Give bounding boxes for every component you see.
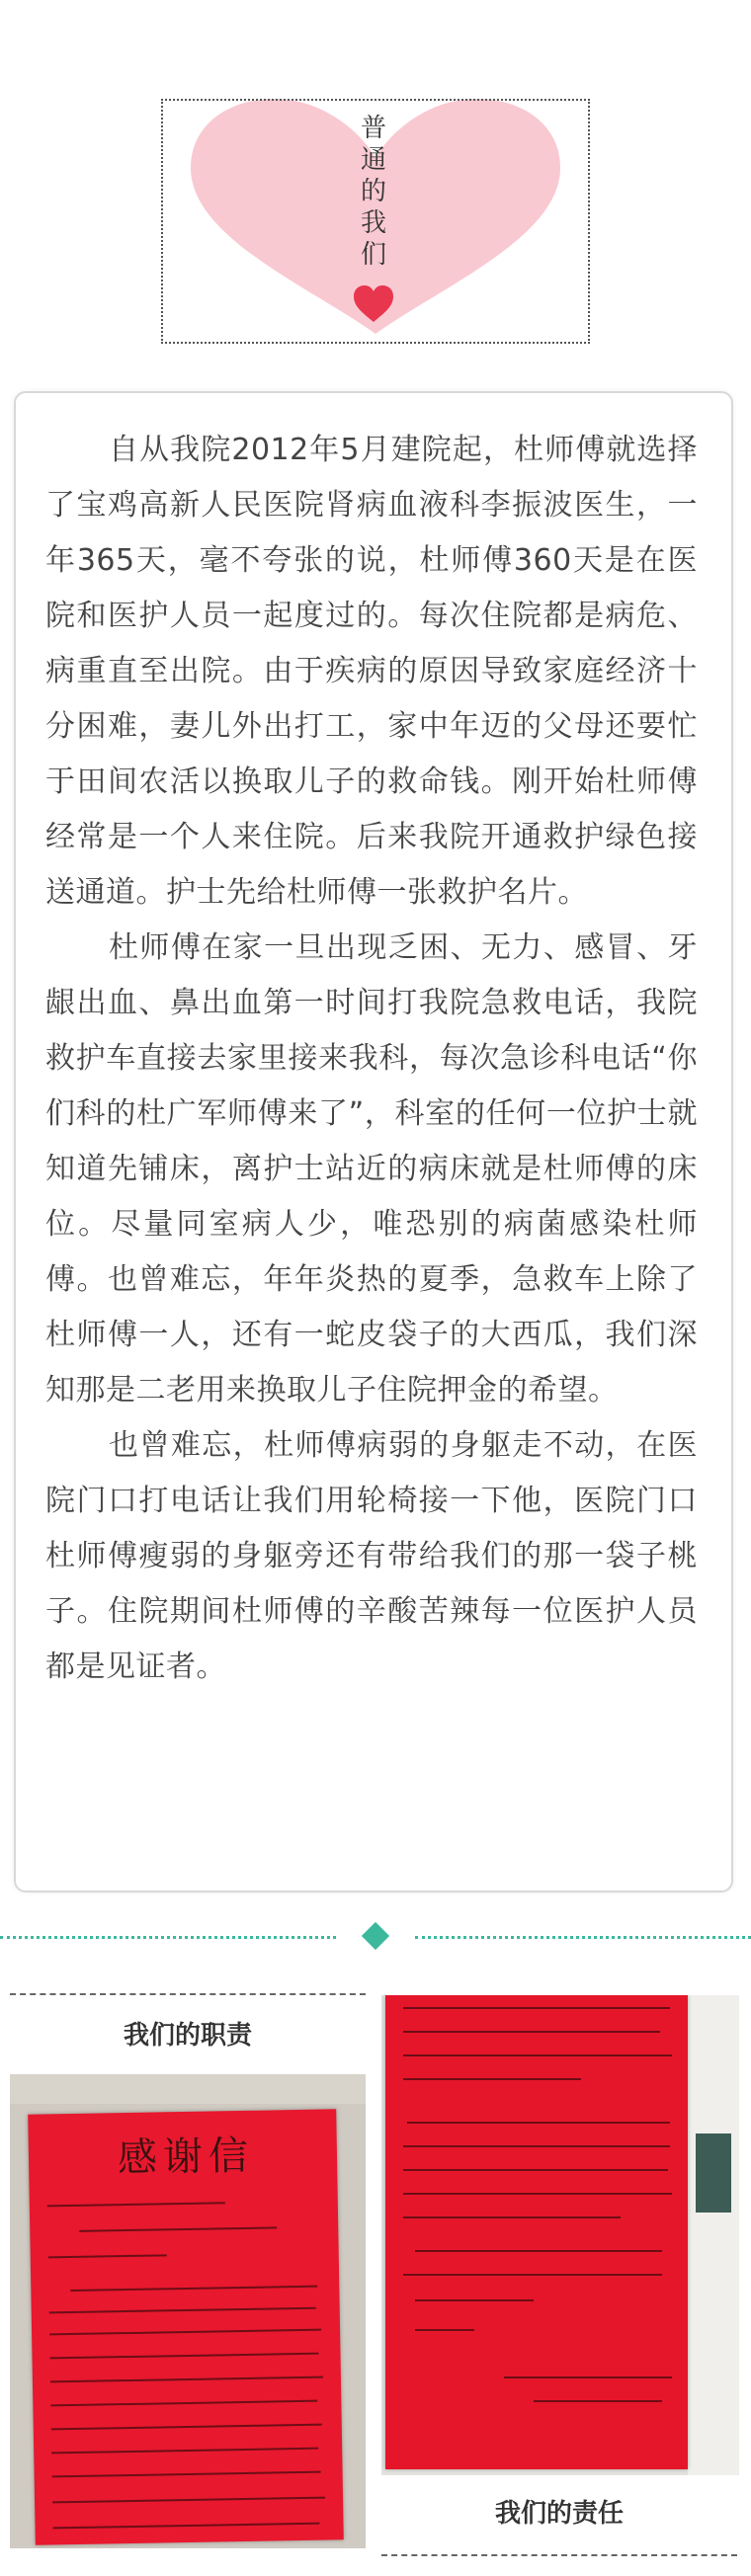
handwriting-line xyxy=(403,2078,581,2080)
handwriting-line xyxy=(52,2471,321,2478)
handwriting-line xyxy=(49,2307,316,2314)
red-letter-paper xyxy=(385,1995,688,2469)
divider-line-right xyxy=(415,1936,751,1939)
diamond-icon xyxy=(362,1922,389,1950)
caption-our-duty: 我们的职责 xyxy=(123,2021,252,2051)
article-paragraph: 杜师傅在家一旦出现乏困、无力、感冒、牙龈出血、鼻出血第一时间打我院急救电话，我院救护车直接去家里接来我科，每次急诊科电话“你们科的杜广军师傅来了”，科室的任何一位护士就知道先铺床，离护士站近的病床就是杜师傅的床位。尽量同室病人少，唯恐别的病菌感染杜师傅。也曾难忘，年年炎热的夏季，急救车上除了杜师傅一人，还有一蛇皮袋子的大西瓜，我们深知那是二老用来换取儿子住院押金的希望。 xyxy=(45,930,698,1408)
handwriting-line xyxy=(403,2007,670,2009)
handwriting-line xyxy=(50,2376,323,2383)
photo-thank-you-letter xyxy=(10,2074,366,2548)
letter-title: 感谢信 xyxy=(117,2133,255,2182)
divider-line-left xyxy=(0,1936,336,1939)
title-char: 通 xyxy=(360,145,386,175)
title-char: 普 xyxy=(360,114,386,143)
handwriting-line xyxy=(415,2250,662,2252)
handwriting-line xyxy=(403,2216,621,2218)
handwriting-line xyxy=(50,2353,319,2360)
handwriting-line xyxy=(415,2299,534,2301)
handwriting-line xyxy=(52,2497,325,2504)
handwriting-line xyxy=(51,2424,322,2431)
handwriting-line xyxy=(79,2226,277,2231)
article-body xyxy=(45,423,698,1695)
handwriting-line xyxy=(403,2274,662,2276)
wall-sign xyxy=(696,2133,731,2213)
handwriting-line xyxy=(50,2400,317,2407)
red-letter-paper xyxy=(28,2109,344,2544)
handwriting-line xyxy=(403,2031,660,2033)
handwriting-line xyxy=(403,2193,672,2195)
caption-our-responsibility: 我们的责任 xyxy=(494,2499,624,2529)
handwriting-line xyxy=(504,2376,672,2378)
dashed-rule xyxy=(381,2554,737,2556)
article-card xyxy=(14,391,733,1892)
handwriting-line xyxy=(415,2329,474,2331)
handwriting-line xyxy=(403,2054,672,2056)
title-char: 我 xyxy=(360,208,386,238)
small-heart-icon xyxy=(352,284,395,324)
handwriting-line xyxy=(407,2122,670,2124)
handwriting-line xyxy=(70,2286,317,2292)
title-char: 们 xyxy=(360,240,386,270)
handwriting-line xyxy=(403,2169,668,2171)
title-char: 的 xyxy=(360,177,386,206)
article-paragraph: 自从我院2012年5月建院起，杜师傅就选择了宝鸡高新人民医院肾病血液科李振波医生，一年365天，毫不夸张的说，杜师傅360天是在医院和医护人员一起度过的。每次住院都是病危、病重直至出院。由于疾病的原因导致家庭经济十分困难，妻儿外出打工，家中年迈的父母还要忙于田间农活以换取儿子的救命钱。刚开始杜师傅经常是一个人来住院。后来我院开通救护绿色接送通道。护士先给杜师傅一张救护名片。 xyxy=(45,433,698,910)
handwriting-line xyxy=(51,2448,318,2455)
photo-letter-continued xyxy=(381,1995,739,2475)
handwriting-line xyxy=(47,2202,225,2207)
dashed-rule xyxy=(10,1993,366,1995)
wall xyxy=(10,2074,366,2104)
handwriting-line xyxy=(48,2254,167,2258)
handwriting-line xyxy=(53,2523,320,2530)
heart-header xyxy=(161,99,590,344)
article-paragraph: 也曾难忘，杜师傅病弱的身躯走不动，在医院门口打电话让我们用轮椅接一下他，医院门口杜师傅瘦弱的身躯旁还有带给我们的那一袋子桃子。住院期间杜师傅的辛酸苦辣每一位医护人员都是见证者。 xyxy=(45,1428,698,1684)
page-title xyxy=(356,113,391,271)
handwriting-line xyxy=(403,2145,670,2147)
wall xyxy=(688,1995,739,2475)
handwriting-line xyxy=(49,2329,321,2336)
handwriting-line xyxy=(534,2400,662,2402)
